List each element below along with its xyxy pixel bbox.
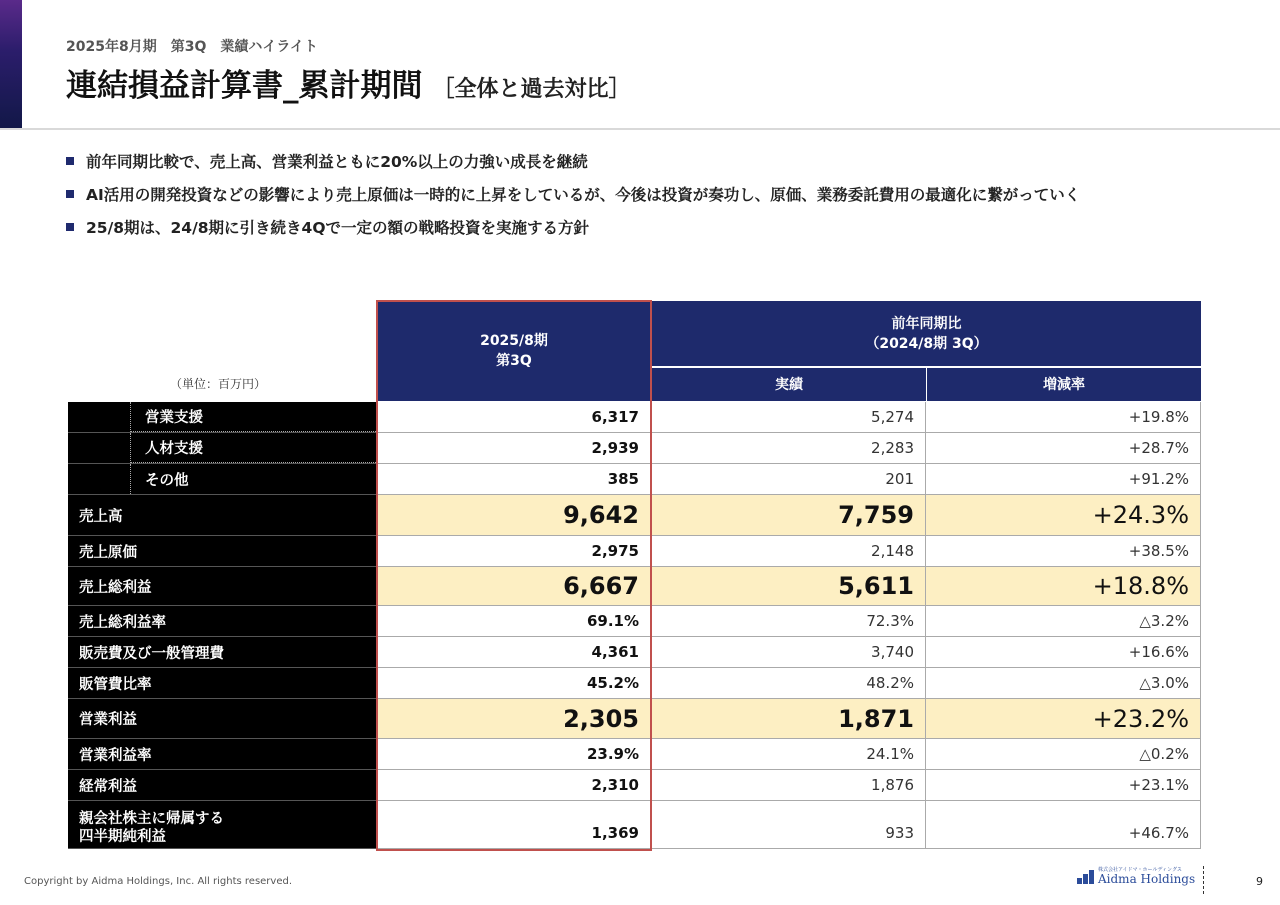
cell-prev: 2,283 bbox=[651, 433, 926, 464]
table-row bbox=[68, 402, 1201, 433]
table-row bbox=[68, 536, 1201, 567]
col-header-current: 2025/8期 第3Q bbox=[376, 301, 652, 401]
cell-prev: 1,876 bbox=[651, 770, 926, 801]
row-label: 営業支援 bbox=[130, 402, 376, 432]
cell-rate: +23.2% bbox=[926, 699, 1201, 739]
cell-rate: +46.7% bbox=[926, 801, 1201, 849]
cell-rate: △3.2% bbox=[926, 606, 1201, 637]
cell-prev: 5,611 bbox=[651, 567, 926, 606]
footer-divider bbox=[1203, 866, 1204, 894]
slide-subtitle: 2025年8月期 第3Q 業績ハイライト bbox=[66, 39, 318, 55]
bullet-item: 25/8期は、24/8期に引き続き4Qで一定の額の戦略投資を実施する方針 bbox=[66, 216, 1080, 249]
cell-prev: 2,148 bbox=[651, 536, 926, 567]
cell-current: 45.2% bbox=[376, 668, 651, 699]
bullet-item: 前年同期比較で、売上高、営業利益ともに20%以上の力強い成長を継続 bbox=[66, 150, 1080, 183]
table-row bbox=[68, 801, 1201, 849]
cell-current: 6,667 bbox=[376, 567, 651, 606]
cell-prev: 5,274 bbox=[651, 402, 926, 433]
table-row bbox=[68, 699, 1201, 739]
table-row bbox=[68, 668, 1201, 699]
slide-title bbox=[66, 60, 631, 105]
table-row bbox=[68, 495, 1201, 536]
cell-rate: +19.8% bbox=[926, 402, 1201, 433]
cell-rate: △0.2% bbox=[926, 739, 1201, 770]
cell-rate: +91.2% bbox=[926, 464, 1201, 495]
cell-rate: △3.0% bbox=[926, 668, 1201, 699]
col-header-rate: 増減率 bbox=[926, 367, 1201, 401]
row-label: 営業利益 bbox=[68, 699, 376, 739]
logo-bars-icon bbox=[1077, 870, 1094, 884]
table-row bbox=[68, 637, 1201, 668]
cell-current: 2,305 bbox=[376, 699, 651, 739]
bullet-square-icon bbox=[66, 157, 74, 165]
table-row bbox=[68, 433, 1201, 464]
row-label: 売上原価 bbox=[68, 536, 376, 567]
cell-rate: +24.3% bbox=[926, 495, 1201, 536]
cell-current: 2,310 bbox=[376, 770, 651, 801]
accent-bar bbox=[0, 0, 22, 128]
table-row bbox=[68, 770, 1201, 801]
cell-current: 385 bbox=[376, 464, 651, 495]
cell-current: 9,642 bbox=[376, 495, 651, 536]
table-row bbox=[68, 464, 1201, 495]
cell-prev: 48.2% bbox=[651, 668, 926, 699]
col-header-prev: 前年同期比 （2024/8期 3Q） bbox=[651, 301, 1201, 366]
table-row bbox=[68, 567, 1201, 606]
bullet-square-icon bbox=[66, 223, 74, 231]
unit-label: （単位：百万円） bbox=[170, 377, 267, 391]
cell-prev: 72.3% bbox=[651, 606, 926, 637]
cell-current: 1,369 bbox=[376, 801, 651, 849]
cell-current: 4,361 bbox=[376, 637, 651, 668]
copyright: Copyright by Aidma Holdings, Inc. All rights reserved. bbox=[24, 876, 293, 887]
row-label: 販売費及び一般管理費 bbox=[68, 637, 376, 668]
title-main: 連結損益計算書_累計期間 bbox=[66, 68, 423, 104]
cell-rate: +16.6% bbox=[926, 637, 1201, 668]
row-label: 売上総利益率 bbox=[68, 606, 376, 637]
cell-current: 2,939 bbox=[376, 433, 651, 464]
cell-prev: 24.1% bbox=[651, 739, 926, 770]
company-logo bbox=[1077, 868, 1195, 885]
cell-prev: 933 bbox=[651, 801, 926, 849]
col-header-actual: 実績 bbox=[651, 367, 926, 401]
cell-rate: +18.8% bbox=[926, 567, 1201, 606]
row-label: その他 bbox=[130, 464, 376, 494]
row-label: 経常利益 bbox=[68, 770, 376, 801]
table-row bbox=[68, 606, 1201, 637]
cell-rate: +28.7% bbox=[926, 433, 1201, 464]
table-row bbox=[68, 739, 1201, 770]
bullet-square-icon bbox=[66, 190, 74, 198]
cell-rate: +23.1% bbox=[926, 770, 1201, 801]
cell-current: 6,317 bbox=[376, 402, 651, 433]
cell-prev: 1,871 bbox=[651, 699, 926, 739]
cell-prev: 3,740 bbox=[651, 637, 926, 668]
cell-current: 23.9% bbox=[376, 739, 651, 770]
cell-prev: 7,759 bbox=[651, 495, 926, 536]
slide-header bbox=[0, 0, 1280, 130]
row-label: 営業利益率 bbox=[68, 739, 376, 770]
row-label: 販管費比率 bbox=[68, 668, 376, 699]
row-label: 人材支援 bbox=[130, 433, 376, 463]
cell-current: 2,975 bbox=[376, 536, 651, 567]
row-label: 親会社株主に帰属する 四半期純利益 bbox=[68, 801, 376, 849]
title-sub: ［全体と過去対比］ bbox=[432, 77, 631, 102]
cell-rate: +38.5% bbox=[926, 536, 1201, 567]
page-number: 9 bbox=[1256, 875, 1263, 888]
bullet-list bbox=[66, 150, 1080, 249]
row-label: 売上高 bbox=[68, 495, 376, 536]
cell-current: 69.1% bbox=[376, 606, 651, 637]
bullet-item: AI活用の開発投資などの影響により売上原価は一時的に上昇をしているが、今後は投資が奏功し、原価、業務委託費用の最適化に繋がっていく bbox=[66, 183, 1080, 216]
logo-small-text: 株式会社アイドマ・ホールディングス bbox=[1098, 867, 1182, 873]
row-label: 売上総利益 bbox=[68, 567, 376, 606]
logo-text: Aidma Holdings bbox=[1098, 872, 1196, 886]
cell-prev: 201 bbox=[651, 464, 926, 495]
